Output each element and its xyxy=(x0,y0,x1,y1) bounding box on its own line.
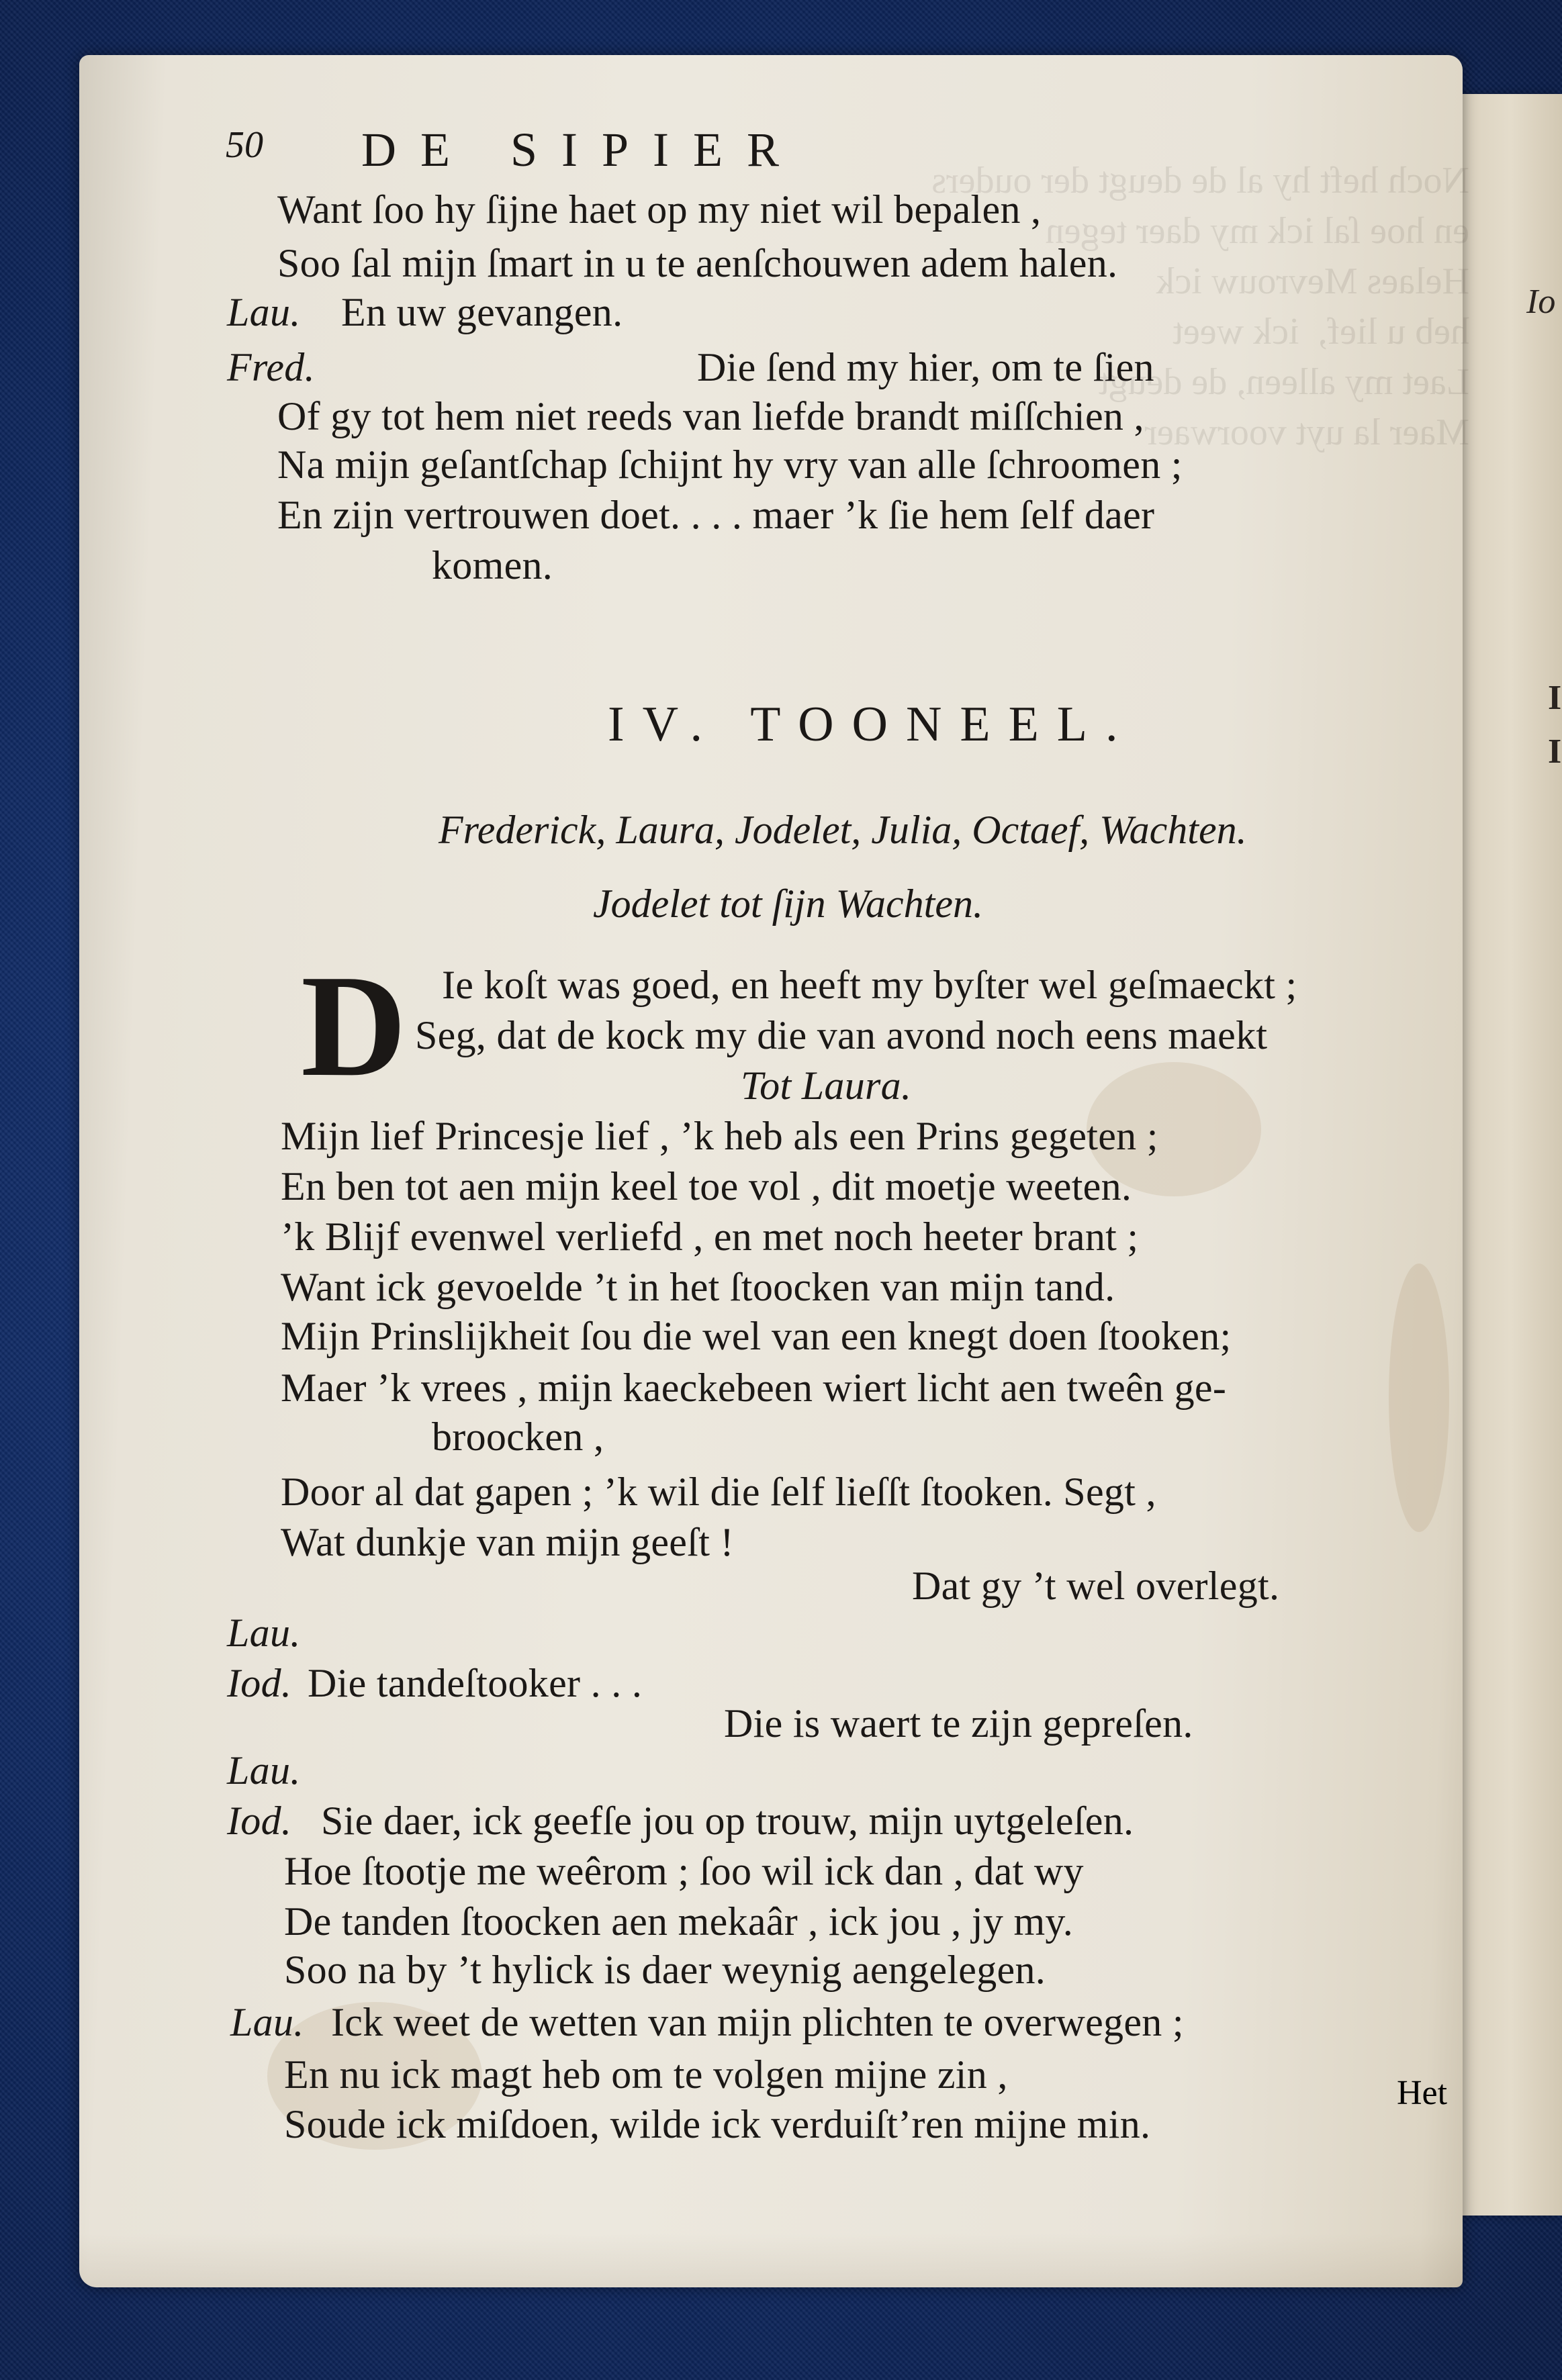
verse-line: Die tandeſtooker . . . xyxy=(308,1661,643,1705)
verse-line: Ick weet de wetten van mijn plichten te overwegen ; xyxy=(331,2000,1184,2044)
speaker-label: Lau. xyxy=(227,1611,301,1655)
verse-line: Soo na by ’t hylick is daer weynig aengelegen. xyxy=(284,1948,1046,1992)
facing-page-fragment: I xyxy=(1548,679,1562,717)
verse-line: Want ick gevoelde ’t in het ſtoocken van mijn tand. xyxy=(281,1265,1115,1309)
verse-line: Want ſoo hy ſijne haet op my niet wil bepalen , xyxy=(277,187,1042,232)
drop-cap: D xyxy=(301,945,407,1107)
verse-line: Sie daer, ick geefſe jou op trouw, mijn uytgeleſen. xyxy=(321,1799,1134,1843)
speaker-label: Iod. xyxy=(227,1661,292,1705)
verse-line: En ben tot aen mijn keel toe vol , dit moetje weeten. xyxy=(281,1164,1132,1208)
verse-line: En uw gevangen. xyxy=(341,290,623,334)
verse-line: Maer ’k vrees , mijn kaeckebeen wiert licht aen tweên ge- xyxy=(281,1366,1227,1410)
verse-line: Na mijn geſantſchap ſchijnt hy vry van alle ſchroomen ; xyxy=(277,442,1183,487)
verse-line: Of gy tot hem niet reeds van liefde brandt miſſchien , xyxy=(277,394,1144,438)
catchword: Het xyxy=(1397,2074,1448,2112)
running-head-title: DE SIPIER xyxy=(361,123,804,177)
verse-line: Mijn lief Princesje lief , ’k heb als een Prins gegeten ; xyxy=(281,1114,1158,1158)
verse-line: En nu ick magt heb om te volgen mijne zin , xyxy=(284,2052,1008,2097)
verse-line: Mijn Prinslijkheit ſou die wel van een knegt doen ſtooken; xyxy=(281,1314,1232,1358)
speaker-label: Lau. xyxy=(227,1748,301,1793)
verse-line: Door al dat gapen ; ’k wil die ſelf lieſſt ſtooken. Segt , xyxy=(281,1470,1156,1514)
verse-line: Soo ſal mijn ſmart in u te aenſchouwen adem halen. xyxy=(277,241,1118,285)
verse-line: Soude ick miſdoen, wilde ick verduiſt’ren mijne min. xyxy=(284,2102,1151,2146)
stage-direction: Tot Laura. xyxy=(741,1063,912,1108)
scene-cast-list: Frederick, Laura, Jodelet, Julia, Octaef, Wachten. xyxy=(439,808,1247,852)
book-page xyxy=(79,55,1469,2287)
verse-line: Ie koſt was goed, en heeft my byſter wel geſmaeckt ; xyxy=(442,963,1297,1007)
verse-line: Die is waert te zijn gepreſen. xyxy=(724,1701,1193,1746)
verse-line: De tanden ſtoocken aen mekaâr , ick jou , jy my. xyxy=(284,1899,1074,1944)
verse-line: En zijn vertrouwen doet. . . . maer ’k ſie hem ſelf daer xyxy=(277,493,1155,537)
speaker-label: Fred. xyxy=(227,345,315,389)
show-through-text: Noch heft hy al de deugt der ouders en hoe ſal ick my daer tegen Helaes Mevrouw ick heb u lief, ick weet Laet my alleen, de deugt Maer la uyt voorwaer xyxy=(931,160,1469,453)
facing-page-fragment: Io xyxy=(1526,283,1556,321)
verse-line: Seg, dat de kock my die van avond noch eens maekt xyxy=(415,1013,1268,1057)
stage-direction: Jodelet tot ſijn Wachten. xyxy=(593,882,983,926)
verse-line: Dat gy ’t wel overlegt. xyxy=(912,1564,1280,1608)
verse-line: ’k Blijf evenwel verliefd , en met noch heeter brant ; xyxy=(281,1215,1139,1259)
verse-line: komen. xyxy=(432,543,553,587)
verse-line: Die ſend my hier, om te ſien xyxy=(697,345,1154,389)
verse-line: Wat dunkje van mijn geeſt ! xyxy=(281,1520,734,1564)
speaker-label: Lau. xyxy=(230,2000,304,2044)
facing-page-fragment: I xyxy=(1548,732,1562,771)
speaker-label: Iod. xyxy=(227,1799,292,1843)
scene-title: IV. TOONEEL. xyxy=(608,697,1136,752)
verse-line: broocken , xyxy=(432,1415,604,1459)
page-number: 50 xyxy=(226,124,263,166)
verse-line: Hoe ſtootje me weêrom ; ſoo wil ick dan , dat wy xyxy=(284,1849,1084,1893)
speaker-label: Lau. xyxy=(227,290,301,334)
